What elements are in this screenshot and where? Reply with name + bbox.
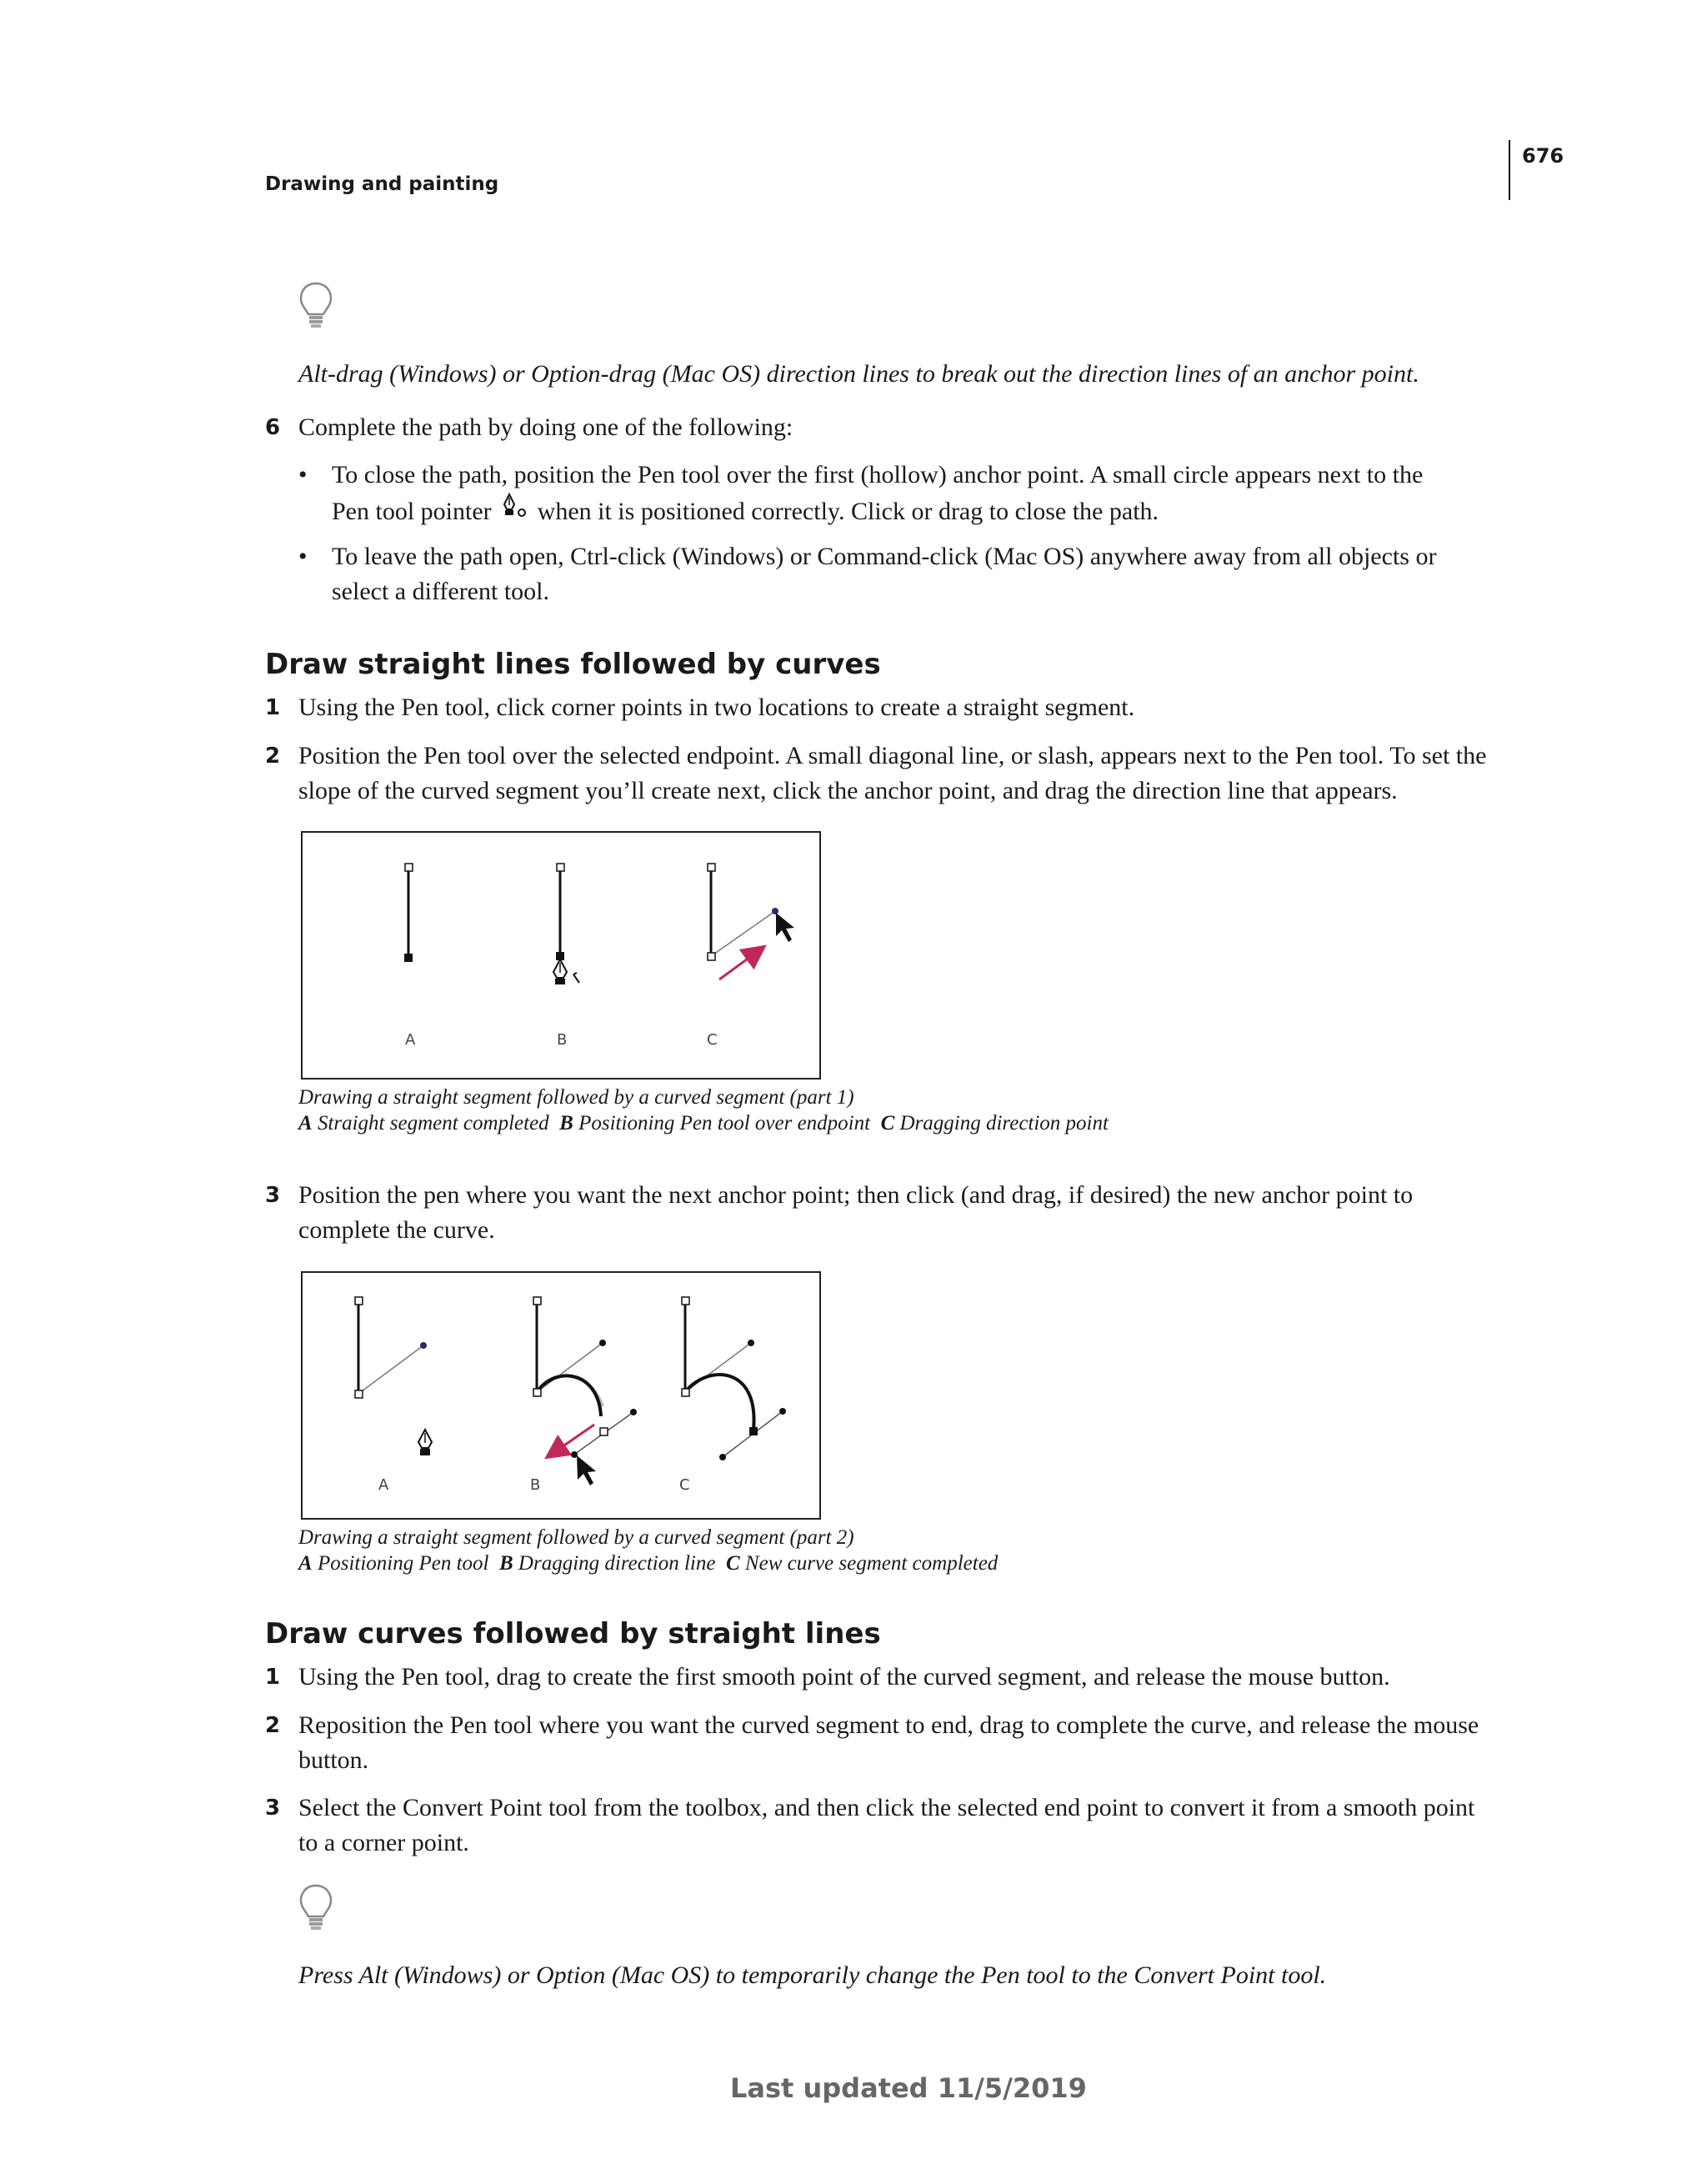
page-number: 676 — [1522, 144, 1564, 168]
anchor-point — [600, 1428, 608, 1435]
pen-tool-icon — [418, 1430, 432, 1455]
lightbulb-icon — [298, 281, 334, 331]
step-number: 2 — [265, 744, 281, 769]
legend-text: Dragging direction line — [518, 1552, 716, 1575]
legend-text: Positioning Pen tool over endpoint — [578, 1112, 871, 1135]
direction-point — [779, 1408, 786, 1415]
figure-part-1 — [301, 831, 821, 1079]
caption-legend — [298, 1550, 1465, 1576]
direction-point — [630, 1409, 637, 1415]
step-number: 3 — [265, 1183, 281, 1208]
curve-segment — [537, 1375, 601, 1416]
step-number: 2 — [265, 1713, 281, 1738]
slash-indicator — [573, 974, 579, 983]
step-text: Using the Pen tool, click corner points in two locations to create a straight segment. — [298, 694, 1135, 721]
step-number: 1 — [265, 695, 281, 720]
drag-arrow — [548, 1425, 594, 1456]
direction-point — [599, 1340, 606, 1346]
legend-key: B — [559, 1112, 573, 1135]
figure-caption — [298, 1525, 1465, 1576]
step-number: 1 — [265, 1665, 281, 1690]
legend-text: Straight segment completed — [317, 1112, 549, 1135]
caption-legend — [298, 1110, 1465, 1136]
anchor-point-hollow — [682, 1297, 689, 1305]
anchor-point — [708, 953, 715, 960]
footer-last-updated: Last updated 11/5/2019 — [730, 2072, 1087, 2104]
anchor-point-hollow — [708, 864, 715, 871]
panel-label-b: B — [557, 1031, 568, 1049]
legend-key: A — [298, 1552, 313, 1575]
legend-key: C — [725, 1552, 740, 1575]
section-heading: Draw curves followed by straight lines — [265, 1617, 881, 1651]
direction-line — [537, 1343, 603, 1392]
direction-point — [420, 1342, 427, 1349]
panel-label-a: A — [405, 1031, 416, 1049]
bullet-text: Pen tool pointer — [332, 498, 492, 525]
legend-text: Positioning Pen tool — [317, 1552, 489, 1575]
direction-point — [772, 908, 778, 914]
pen-close-path-icon — [501, 493, 528, 523]
anchor-point-hollow — [405, 864, 413, 871]
direction-point — [748, 1340, 754, 1346]
anchor-point-hollow — [533, 1297, 541, 1305]
caption-title: Drawing a straight segment followed by a curved segment (part 1) — [298, 1086, 854, 1109]
direction-line — [711, 911, 775, 956]
section-heading: Draw straight lines followed by curves — [265, 648, 881, 681]
anchor-point-hollow — [557, 864, 564, 871]
panel-label-c: C — [679, 1476, 690, 1494]
tip-text: Press Alt (Windows) or Option (Mac OS) to temporarily change the Pen tool to the Convert Point tool. — [298, 1961, 1327, 1989]
step-text: Position the Pen tool over the selected endpoint. A small diagonal line, or slash, appears next to the Pen tool. To set the slope of the curved segment you’ll create next, click the anchor point, and drag the direction line that appears. — [298, 742, 1487, 804]
pen-tool-icon — [553, 959, 567, 984]
selection-cursor-icon — [577, 1455, 596, 1485]
figure-caption — [298, 1084, 1465, 1136]
bullet-text: when it is positioned correctly. Click or drag to close the path. — [537, 498, 1159, 525]
legend-key: B — [498, 1552, 513, 1575]
panel-label-a: A — [378, 1476, 389, 1494]
curve-segment — [685, 1375, 754, 1430]
step-number: 3 — [265, 1796, 281, 1821]
lightbulb-icon — [298, 1883, 334, 1933]
direction-point — [719, 1454, 726, 1460]
anchor-point — [355, 1390, 363, 1398]
legend-key: C — [880, 1112, 895, 1135]
legend-text: New curve segment completed — [744, 1552, 999, 1575]
figure-part-2 — [301, 1271, 821, 1520]
header-divider — [1509, 140, 1510, 200]
bullet-marker: • — [298, 461, 308, 488]
direction-line — [358, 1345, 423, 1394]
step-number: 6 — [265, 415, 281, 440]
direction-point — [571, 1451, 578, 1458]
bullet-text: To close the path, position the Pen tool over the first (hollow) anchor point. A small circle appears next to the — [332, 461, 1424, 488]
anchor-point-selected — [749, 1427, 758, 1435]
anchor-point — [682, 1389, 689, 1396]
legend-key: A — [298, 1112, 313, 1135]
anchor-point-hollow — [355, 1297, 363, 1305]
tip-text: Alt-drag (Windows) or Option-drag (Mac OS) direction lines to break out the direction lines of an anchor point. — [298, 360, 1419, 388]
anchor-point-selected — [404, 954, 413, 962]
caption-title: Drawing a straight segment followed by a curved segment (part 2) — [298, 1526, 854, 1549]
step-text: Select the Convert Point tool from the toolbox, and then click the selected end point to convert it from a smooth point to a corner point. — [298, 1794, 1475, 1856]
selection-cursor-icon — [776, 913, 794, 942]
bullet-text: To leave the path open, Ctrl-click (Windows) or Command-click (Mac OS) anywhere away from all objects or select a different tool. — [332, 543, 1437, 605]
section-title: Drawing and painting — [265, 173, 499, 195]
step-text: Reposition the Pen tool where you want the curved segment to end, drag to complete the curve, and release the mouse button. — [298, 1711, 1479, 1774]
drag-arrow — [719, 948, 763, 979]
panel-label-c: C — [707, 1031, 718, 1049]
anchor-point — [533, 1389, 541, 1396]
panel-label-b: B — [530, 1476, 541, 1494]
step-text: Complete the path by doing one of the following: — [298, 413, 793, 441]
step-text: Position the pen where you want the next anchor point; then click (and drag, if desired) the new anchor point to complete the curve. — [298, 1181, 1414, 1244]
legend-text: Dragging direction point — [899, 1112, 1109, 1135]
step-text: Using the Pen tool, drag to create the first smooth point of the curved segment, and release the mouse button. — [298, 1663, 1390, 1691]
bullet-marker: • — [298, 543, 308, 570]
